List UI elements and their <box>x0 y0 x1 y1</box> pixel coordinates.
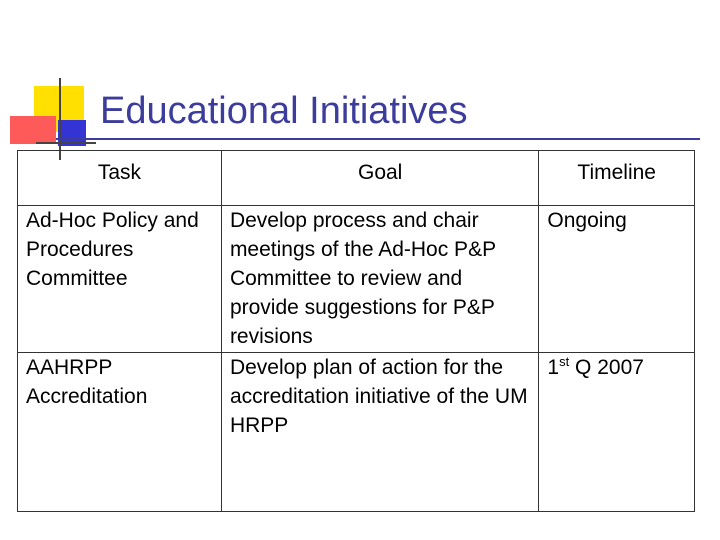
row1-task: Ad-Hoc Policy and Procedures Committee <box>18 206 222 353</box>
initiatives-table <box>17 150 695 512</box>
row2-timeline: 1st Q 2007 <box>539 353 695 512</box>
table-header-row <box>18 151 695 206</box>
header-timeline: Timeline <box>539 151 695 206</box>
header-task: Task <box>18 151 222 206</box>
row1-timeline: Ongoing <box>539 206 695 353</box>
table-row <box>18 206 695 353</box>
row2-task: AAHRPP Accreditation <box>18 353 222 512</box>
row1-goal: Develop process and chair meetings of the Ad-Hoc P&P Committee to review and provide suggestions for P&P revisions <box>221 206 538 353</box>
title-underline <box>56 138 700 140</box>
slide-title: Educational Initiatives <box>100 90 468 132</box>
header-goal: Goal <box>221 151 538 206</box>
table-row <box>18 353 695 512</box>
logo-vertical-line <box>59 78 61 160</box>
logo-horizontal-line <box>36 142 96 144</box>
row2-goal: Develop plan of action for the accreditation initiative of the UM HRPP <box>221 353 538 512</box>
slide-logo <box>0 0 100 170</box>
logo-red-square <box>10 116 56 144</box>
